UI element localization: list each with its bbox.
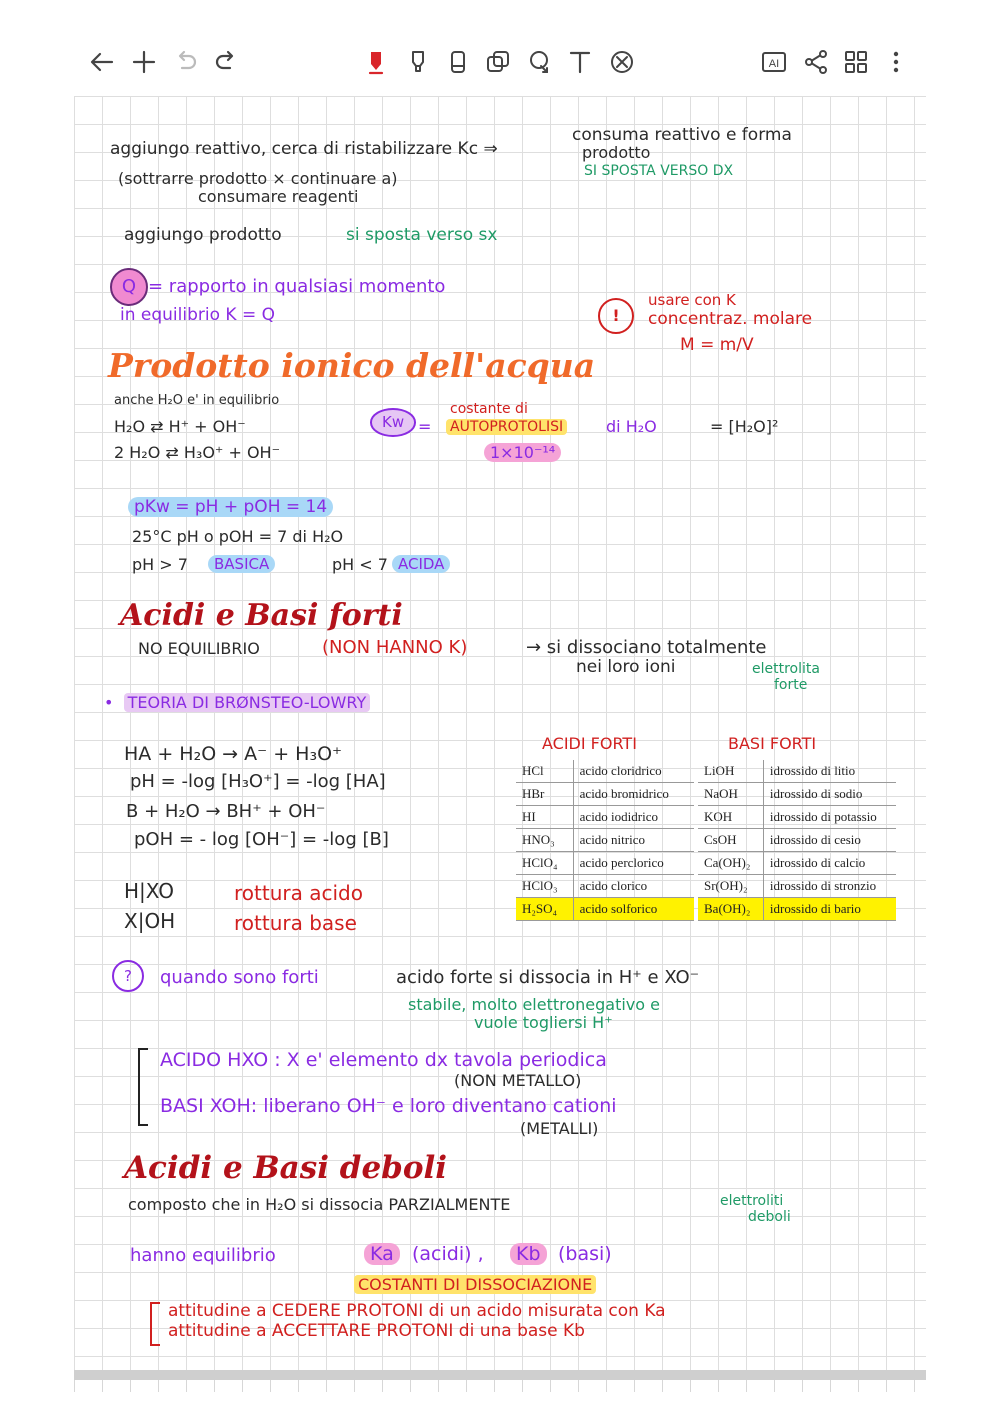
formula-cell: Ca(OH)₂ xyxy=(698,852,763,875)
acqua-eq-2: 2 H₂O ⇄ H₃O⁺ + OH⁻ xyxy=(114,443,281,462)
formula-ph: pH = -log [H₃O⁺] = -log [HA] xyxy=(130,771,386,792)
q-equilibrium: in equilibrio K = Q xyxy=(120,305,275,325)
formula-cell: HClO₃ xyxy=(516,875,573,898)
q-text: = rapporto in qualsiasi momento xyxy=(148,276,446,297)
bullet-teoria: • TEORIA DI BRØNSTEO-LOWRY xyxy=(104,694,370,712)
q-definition xyxy=(110,268,445,306)
kb-basi: (basi) xyxy=(558,1243,612,1265)
kw-symbol: Kw xyxy=(370,408,416,437)
table-row xyxy=(698,875,896,898)
ph-gt-7: pH > 7 xyxy=(132,555,188,574)
bracket-attitudine xyxy=(150,1302,160,1346)
note-line-2: (sottrarre prodotto × continuare a) xyxy=(118,169,398,188)
note-spostaSX: si sposta verso sx xyxy=(346,225,498,245)
metalli: (METALLI) xyxy=(520,1119,599,1138)
composto-parzialmente: composto che in H₂O si dissocia PARZIALMENTE xyxy=(128,1195,511,1214)
name-cell: idrossido di litio xyxy=(763,760,896,783)
lasso-icon[interactable] xyxy=(482,44,514,80)
formula-cell: KOH xyxy=(698,806,763,829)
acqua-eq-1: H₂O ⇄ H⁺ + OH⁻ xyxy=(114,417,246,436)
table-row xyxy=(516,852,694,875)
formula-cell: NaOH xyxy=(698,783,763,806)
acido-forte-dissocia: acido forte si dissocia in H⁺ e XO⁻ xyxy=(396,967,700,988)
name-cell: idrossido di stronzio xyxy=(763,875,896,898)
note-line-3: aggiungo prodotto xyxy=(124,225,282,245)
rottura-acido: rottura acido xyxy=(234,881,363,905)
formula-cell: Ba(OH)₂ xyxy=(698,898,763,921)
formula-cell: HNO₃ xyxy=(516,829,573,852)
kw-di-h2o: di H₂O xyxy=(606,417,657,436)
attitudine-accettare: attitudine a ACCETTARE PROTONI di una base Kb xyxy=(168,1321,585,1341)
non-hanno-k: (NON HANNO K) xyxy=(322,637,468,658)
warn-line-1: usare con K xyxy=(648,291,736,309)
kw-value: 1×10⁻¹⁴ xyxy=(484,444,561,462)
table-row xyxy=(698,829,896,852)
acida: ACIDA xyxy=(392,556,450,573)
question-icon: ? xyxy=(112,960,144,992)
acido-hxo: ACIDO HXO : X e' elemento dx tavola periodica xyxy=(160,1049,607,1071)
elettrolita: elettrolita xyxy=(752,661,820,677)
title-acidi-basi-deboli: Acidi e Basi deboli xyxy=(124,1150,448,1186)
name-cell: acido clorico xyxy=(573,875,694,898)
table-row xyxy=(698,852,896,875)
table-row xyxy=(516,806,694,829)
warn-line-3: M = m/V xyxy=(680,335,754,355)
table-row xyxy=(698,760,896,783)
acidi-forti-table xyxy=(516,760,694,921)
kw-autoprotolisi: AUTOPROTOLISI xyxy=(446,420,567,435)
quando-sono-forti: quando sono forti xyxy=(160,967,319,988)
table-row xyxy=(516,783,694,806)
name-cell: acido solforico xyxy=(573,898,694,921)
name-cell: acido perclorico xyxy=(573,852,694,875)
ai-label: AI xyxy=(768,58,780,70)
dissociano-totalmente: → si dissociano totalmente xyxy=(526,637,767,658)
ka-label: Ka xyxy=(364,1244,400,1265)
formula-b: B + H₂O → BH⁺ + OH⁻ xyxy=(126,801,326,822)
table-row xyxy=(516,760,694,783)
name-cell: idrossido di bario xyxy=(763,898,896,921)
warn-line-2: concentraz. molare xyxy=(648,309,813,329)
basica: BASICA xyxy=(208,556,275,573)
redo-icon[interactable] xyxy=(210,44,242,80)
rottura-acido-formula: H|XO xyxy=(124,879,174,903)
name-cell: acido nitrico xyxy=(573,829,694,852)
formula-cell: LiOH xyxy=(698,760,763,783)
pen-icon[interactable] xyxy=(360,44,392,80)
formula-cell: CsOH xyxy=(698,829,763,852)
stabile-line-1: stabile, molto elettronegativo e xyxy=(408,995,660,1014)
highlighter-icon[interactable] xyxy=(402,44,434,80)
formula-poh: pOH = - log [OH⁻] = -log [B] xyxy=(134,829,389,850)
note-line-1-right-2: prodotto xyxy=(582,143,651,162)
rottura-base: rottura base xyxy=(234,911,357,935)
neutral-25c: 25°C pH o pOH = 7 di H₂O xyxy=(132,527,344,546)
basi-xoh: BASI XOH: liberano OH⁻ e loro diventano cationi xyxy=(160,1095,617,1117)
nei-loro-ioni: nei loro ioni xyxy=(576,657,676,677)
more-icon[interactable] xyxy=(880,44,912,80)
formula-cell: H₂SO₄ xyxy=(516,898,573,921)
formula-cell: HCl xyxy=(516,760,573,783)
elettroliti: elettroliti xyxy=(720,1193,784,1209)
basi-forti-title: BASI FORTI xyxy=(728,734,817,753)
table-row xyxy=(516,875,694,898)
elettroliti-deboli: deboli xyxy=(748,1209,791,1225)
name-cell: idrossido di sodio xyxy=(763,783,896,806)
name-cell: acido cloridrico xyxy=(573,760,694,783)
add-icon[interactable] xyxy=(128,44,160,80)
hanno-equilibrio: hanno equilibrio xyxy=(130,1245,276,1266)
warning-icon: ! xyxy=(598,298,634,334)
name-cell: idrossido di cesio xyxy=(763,829,896,852)
costanti-dissociazione: COSTANTI DI DISSOCIAZIONE xyxy=(354,1276,596,1294)
note-line-1: aggiungo reattivo, cerca di ristabilizzare Kc ⇒ xyxy=(110,139,498,159)
kw-equals: = xyxy=(418,417,432,436)
note-page[interactable] xyxy=(74,96,926,1374)
close-circle-icon[interactable] xyxy=(606,44,638,80)
back-arrow-icon[interactable] xyxy=(86,44,118,80)
kb-label: Kb xyxy=(510,1244,547,1265)
formula-ha: HA + H₂O → A⁻ + H₃O⁺ xyxy=(124,743,343,765)
note-line-1-right: consuma reattivo e forma xyxy=(572,125,792,145)
ph-lt-7: pH < 7 xyxy=(332,555,388,574)
shape-icon[interactable] xyxy=(524,44,556,80)
formula-cell: HClO₄ xyxy=(516,852,573,875)
elettrolita-forte: forte xyxy=(774,677,808,693)
table-row xyxy=(698,898,896,921)
page-bottom-grid xyxy=(74,1380,926,1392)
formula-cell: HI xyxy=(516,806,573,829)
no-equilibrio: NO EQUILIBRIO xyxy=(138,639,260,658)
note-spostaDX: SI SPOSTA VERSO DX xyxy=(584,163,734,179)
kw-h2o-squared: = [H₂O]² xyxy=(710,417,779,436)
table-row xyxy=(516,898,694,921)
title-acidi-basi-forti: Acidi e Basi forti xyxy=(120,598,403,633)
name-cell: idrossido di calcio xyxy=(763,852,896,875)
ai-icon[interactable] xyxy=(758,44,790,80)
q-symbol: Q xyxy=(110,268,148,306)
pkw-equation: pKw = pH + pOH = 14 xyxy=(128,498,333,517)
share-icon[interactable] xyxy=(800,44,832,80)
name-cell: idrossido di potassio xyxy=(763,806,896,829)
table-row xyxy=(698,783,896,806)
acidi-forti-title: ACIDI FORTI xyxy=(542,734,637,753)
name-cell: acido bromidrico xyxy=(573,783,694,806)
non-metallo: (NON METALLO) xyxy=(454,1071,582,1090)
attitudine-cedere: attitudine a CEDERE PROTONI di un acido misurata con Ka xyxy=(168,1301,666,1321)
formula-cell: Sr(OH)₂ xyxy=(698,875,763,898)
table-row xyxy=(698,806,896,829)
page-scrollbar[interactable] xyxy=(74,1370,926,1380)
bracket-acido-basi xyxy=(138,1048,148,1126)
basi-forti-table xyxy=(698,760,896,921)
kw-costante: costante di xyxy=(450,401,528,417)
undo-icon[interactable] xyxy=(170,44,202,80)
stabile-line-2: vuole togliersi H⁺ xyxy=(474,1013,613,1032)
name-cell: acido iodidrico xyxy=(573,806,694,829)
table-row xyxy=(516,829,694,852)
title-prodotto-ionico: Prodotto ionico dell'acqua xyxy=(108,346,596,385)
text-icon[interactable] xyxy=(564,44,596,80)
grid-icon[interactable] xyxy=(840,44,872,80)
ka-acidi: (acidi) , xyxy=(412,1243,484,1265)
formula-cell: HBr xyxy=(516,783,573,806)
acqua-line-1: anche H₂O e' in equilibrio xyxy=(114,393,280,408)
eraser-icon[interactable] xyxy=(442,44,474,80)
note-line-2b: consumare reagenti xyxy=(198,187,359,206)
rottura-base-formula: X|OH xyxy=(124,909,176,933)
